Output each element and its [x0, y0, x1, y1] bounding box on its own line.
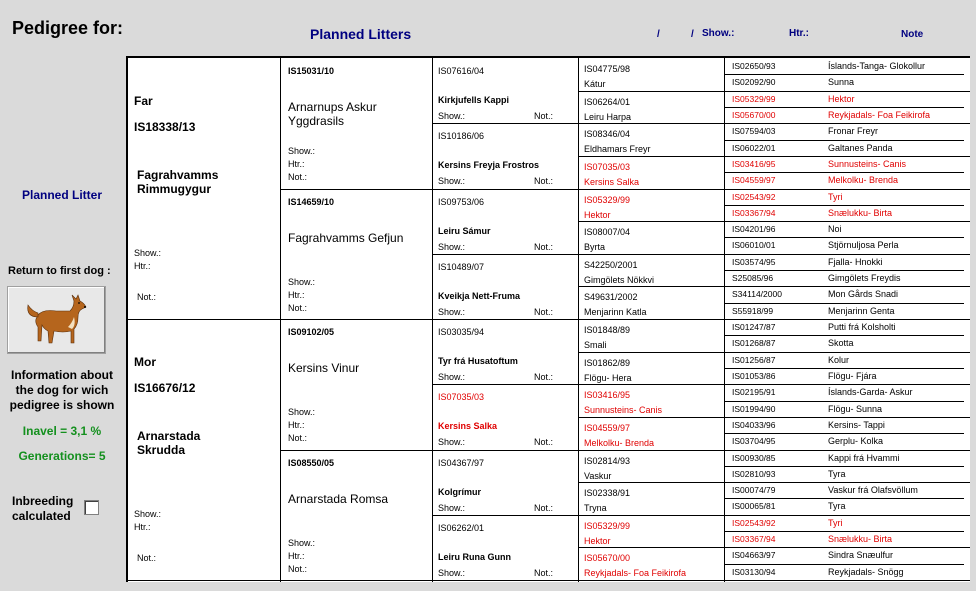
gen4-name[interactable]: Leiru Harpa — [584, 111, 632, 122]
generations-value: Generations= 5 — [18, 449, 106, 463]
gen5-separator — [724, 335, 964, 336]
gen4-reg[interactable]: IS02338/91 — [584, 488, 631, 499]
show-label: Show.: — [438, 306, 466, 317]
htr-label: Htr.: — [288, 289, 305, 300]
gen5-name[interactable]: Reykjadals- Foa Feikirofa — [828, 109, 931, 120]
gen5-separator — [724, 107, 964, 108]
gen5-reg[interactable]: IS03367/94 — [732, 207, 776, 218]
gen5-name[interactable]: Flögu- Fjára — [828, 370, 877, 381]
gen5-reg[interactable]: IS00930/85 — [732, 452, 776, 463]
not-label: Not.: — [534, 567, 554, 578]
gen3-reg[interactable]: IS04367/97 — [438, 457, 485, 468]
gen4-name[interactable]: Melkolku- Brenda — [584, 437, 655, 448]
gen5-separator — [724, 221, 964, 222]
gen2-name[interactable]: Arnarstada Romsa — [288, 491, 389, 506]
gen5-reg[interactable]: IS00074/79 — [732, 485, 776, 496]
show-label: Show.: — [438, 437, 466, 448]
column-divider — [280, 58, 281, 582]
gen5-name[interactable]: Vaskur frá Olafsvöllum — [828, 485, 918, 496]
gen5-name[interactable]: Putti frá Kolsholti — [828, 322, 896, 332]
gen5-separator — [724, 368, 964, 369]
inbreeding-checkbox[interactable] — [84, 500, 99, 515]
gen5-reg[interactable]: IS04201/96 — [732, 224, 776, 235]
page-title: Pedigree for: — [12, 18, 124, 38]
gen4-reg[interactable]: IS04559/97 — [584, 422, 631, 433]
htr-label: Htr.: — [288, 159, 305, 169]
gen5-separator — [724, 384, 964, 385]
gen5-reg[interactable]: IS03704/95 — [732, 436, 776, 447]
gen5-name[interactable]: Noi — [828, 224, 842, 235]
gen5-name[interactable]: Sunnusteins- Canis — [828, 158, 907, 169]
gen5-separator — [724, 417, 964, 418]
dog-icon — [8, 287, 105, 353]
gen5-reg[interactable]: IS01247/87 — [732, 322, 776, 332]
gen5-reg[interactable]: IS01256/87 — [732, 354, 776, 365]
gen5-separator — [724, 531, 964, 532]
gen4-reg[interactable]: IS07035/03 — [584, 161, 631, 172]
gen5-reg[interactable]: S34114/2000 — [732, 289, 782, 300]
gen5-name[interactable]: Tyri — [828, 517, 843, 528]
htr-label: Htr.: — [134, 522, 151, 532]
gen5-name[interactable]: Snælukku- Birta — [828, 207, 893, 218]
gen5-reg[interactable]: IS02650/93 — [732, 61, 776, 71]
gen5-name[interactable]: Fjalla- Hnokki — [828, 256, 883, 267]
not-label: Not.: — [534, 111, 554, 121]
not-label: Not.: — [288, 172, 308, 182]
gen5-name[interactable]: Sunna — [828, 77, 855, 88]
gen4-reg[interactable]: IS08346/04 — [584, 129, 631, 140]
gen1-role: Far — [134, 94, 153, 108]
gen1-name[interactable]: Fagrahvamms Rimmugygur — [137, 168, 219, 196]
gen4-name[interactable]: Reykjadals- Foa Feikirofa — [584, 568, 687, 579]
gen5-name[interactable]: Galtanes Panda — [828, 142, 893, 153]
gen5-separator — [724, 564, 964, 565]
show-label: Show.: — [438, 567, 466, 578]
gen5-separator — [724, 482, 964, 483]
show-label: Show.: — [288, 146, 316, 156]
gen3-name[interactable]: Kersins Salka — [438, 421, 498, 432]
gen4-reg[interactable]: IS01862/89 — [584, 357, 631, 368]
gen5-name[interactable]: Kolur — [828, 354, 850, 365]
info-text — [6, 368, 118, 464]
gen4-name[interactable]: Gimgölets Nökkvi — [584, 274, 655, 285]
gen4-reg[interactable]: IS08007/04 — [584, 227, 631, 238]
gen5-reg[interactable]: IS02543/92 — [732, 517, 776, 528]
gen4-name[interactable]: Byrta — [584, 242, 606, 253]
gen5-separator — [724, 286, 964, 287]
return-to-first-dog-button[interactable] — [7, 286, 106, 354]
gen5-reg[interactable]: IS05329/99 — [732, 93, 776, 104]
gen4-name[interactable]: Kátur — [584, 79, 606, 89]
gen5-separator — [724, 515, 964, 516]
gen3-reg[interactable]: IS07035/03 — [438, 392, 485, 403]
gen5-separator — [724, 466, 964, 467]
gen5-reg[interactable]: IS02543/92 — [732, 191, 776, 202]
gen1-reg[interactable]: IS16676/12 — [134, 381, 196, 395]
inbreeding-label: Inbreeding calculated — [12, 494, 74, 523]
panel-bottom-border — [128, 580, 970, 581]
gen5-separator — [724, 91, 964, 92]
gen5-name[interactable]: Melkolku- Brenda — [828, 175, 899, 186]
gen4-reg[interactable]: IS01848/89 — [584, 325, 631, 335]
gen4-name[interactable]: Sunnusteins- Canis — [584, 405, 663, 416]
gen5-name[interactable]: Sindra Snæulfur — [828, 550, 894, 561]
inavel-value: Inavel = 3,1 % — [22, 424, 102, 438]
gen5-separator — [724, 450, 964, 451]
gen4-name[interactable]: Vaskur — [584, 470, 612, 481]
gen5-reg[interactable]: IS04559/97 — [732, 175, 776, 186]
gen5-name[interactable]: Stjörnuljosa Perla — [828, 240, 899, 251]
gen4-name[interactable]: Menjarinn Katla — [584, 307, 647, 318]
htr-label: Htr.: — [288, 420, 305, 430]
gen5-name[interactable]: Gerplu- Kolka — [828, 436, 884, 447]
gen5-name[interactable]: Tyri — [828, 191, 843, 202]
header-show-link[interactable]: Show.: — [702, 28, 735, 39]
not-label: Not.: — [137, 292, 157, 302]
gen5-reg[interactable]: IS04663/97 — [732, 550, 776, 561]
gen5-separator — [724, 140, 964, 141]
gen4-reg[interactable]: IS05670/00 — [584, 553, 631, 564]
gen5-separator — [724, 319, 964, 320]
not-label: Not.: — [534, 241, 554, 252]
gen4-reg[interactable]: IS06264/01 — [584, 96, 631, 107]
gen5-reg[interactable]: IS03574/95 — [732, 256, 776, 267]
gen5-separator — [724, 352, 964, 353]
gen1-reg[interactable]: IS18338/13 — [134, 120, 196, 134]
gen5-reg[interactable]: IS02195/91 — [732, 387, 776, 398]
gen5-separator — [724, 237, 964, 238]
gen3-name[interactable]: Tyr frá Husatoftum — [438, 356, 518, 366]
info-description: Information about the dog for wich pedigree is shown — [9, 368, 115, 412]
gen5-separator — [724, 205, 964, 206]
gen3-name[interactable]: Kirkjufells Kappi — [438, 95, 510, 105]
gen5-reg[interactable]: IS06010/01 — [732, 240, 776, 251]
not-label: Not.: — [534, 372, 554, 382]
gen4-name[interactable]: Tryna — [584, 503, 607, 514]
not-label: Not.: — [534, 502, 554, 513]
gen3-name[interactable]: Kersins Freyja Frostros — [438, 160, 540, 171]
gen4-name[interactable]: Kersins Salka — [584, 176, 640, 187]
gen5-separator — [724, 74, 964, 75]
gen5-separator — [724, 547, 964, 548]
pedigree-panel — [126, 56, 970, 582]
not-label: Not.: — [288, 563, 308, 574]
column-divider — [578, 58, 579, 582]
not-label: Not.: — [288, 302, 308, 313]
not-label: Not.: — [137, 553, 157, 563]
gen4-reg[interactable]: S49631/2002 — [584, 292, 638, 303]
htr-label: Htr.: — [288, 550, 305, 561]
show-label: Show.: — [438, 111, 466, 121]
gen5-reg[interactable]: IS07594/03 — [732, 126, 776, 137]
planned-litter-link[interactable]: Planned Litter — [22, 188, 103, 202]
gen2-reg[interactable]: IS09102/05 — [288, 327, 335, 337]
column-divider — [432, 58, 433, 582]
gen5-name[interactable]: Tyra — [828, 501, 846, 512]
show-label: Show.: — [134, 509, 162, 519]
gen5-name[interactable]: Fronar Freyr — [828, 126, 879, 137]
gen5-name[interactable]: Íslands-Garda- Askur — [828, 387, 913, 398]
gen5-separator — [724, 189, 964, 190]
gen5-separator — [724, 270, 964, 271]
gen5-separator — [724, 123, 964, 124]
show-label: Show.: — [438, 372, 466, 382]
gen2-reg[interactable]: IS15031/10 — [288, 66, 335, 76]
gen5-reg[interactable]: IS02810/93 — [732, 468, 776, 479]
gen5-reg[interactable]: IS04033/96 — [732, 419, 776, 430]
not-label: Not.: — [534, 437, 554, 448]
gen5-name[interactable]: Kersins- Tappi — [828, 419, 885, 430]
gen4-reg[interactable]: IS05329/99 — [584, 194, 631, 205]
gen3-name[interactable]: Leiru Sámur — [438, 225, 491, 236]
htr-label: Htr.: — [134, 261, 151, 271]
gen5-reg[interactable]: IS03367/94 — [732, 534, 776, 545]
not-label: Not.: — [288, 433, 308, 443]
column-divider — [724, 58, 725, 582]
return-label: Return to first dog : — [8, 265, 111, 277]
gen3-reg[interactable]: IS10489/07 — [438, 261, 485, 272]
show-label: Show.: — [438, 241, 466, 252]
gen5-reg[interactable]: IS01053/86 — [732, 370, 776, 381]
header-slash-1: / — [657, 29, 660, 40]
gen5-reg[interactable]: IS05670/00 — [732, 109, 776, 120]
gen5-name[interactable]: Kappi frá Hvammi — [828, 452, 900, 463]
gen4-reg[interactable]: IS05329/99 — [584, 520, 631, 531]
gen5-name[interactable]: Mon Gårds Snadi — [828, 289, 899, 300]
gen5-reg[interactable]: IS01994/90 — [732, 403, 776, 414]
show-label: Show.: — [134, 248, 162, 258]
gen2-reg[interactable]: IS14659/10 — [288, 196, 335, 207]
gen3-name[interactable]: Leiru Runa Gunn — [438, 551, 511, 562]
gen3-reg[interactable]: IS10186/06 — [438, 131, 485, 142]
gen4-name[interactable]: Hektor — [584, 209, 611, 220]
gen5-name[interactable]: Flögu- Sunna — [828, 403, 883, 414]
gen5-reg[interactable]: IS03130/94 — [732, 566, 776, 577]
gen4-name[interactable]: Smali — [584, 340, 607, 350]
gen3-reg[interactable]: IS03035/94 — [438, 327, 485, 337]
gen5-separator — [724, 303, 964, 304]
gen4-name[interactable]: Hektor — [584, 535, 611, 546]
gen5-name[interactable]: Tyra — [828, 468, 846, 479]
gen5-reg[interactable]: S25085/96 — [732, 273, 774, 284]
header-slash-2: / — [691, 29, 694, 40]
gen3-name[interactable]: Kolgrímur — [438, 486, 482, 497]
gen5-reg[interactable]: IS01268/87 — [732, 338, 776, 349]
gen4-name[interactable]: Flögu- Hera — [584, 372, 632, 383]
gen4-reg[interactable]: IS04775/98 — [584, 64, 631, 74]
gen5-separator — [724, 433, 964, 434]
not-label: Not.: — [534, 176, 554, 187]
gen5-reg[interactable]: S55918/99 — [732, 305, 774, 316]
gen5-separator — [724, 401, 964, 402]
gen5-separator — [724, 498, 964, 499]
gen5-reg[interactable]: IS06022/01 — [732, 142, 776, 153]
gen2-reg[interactable]: IS08550/05 — [288, 457, 335, 468]
show-label: Show.: — [438, 176, 466, 187]
gen5-name[interactable]: Gimgölets Freydis — [828, 273, 901, 284]
show-label: Show.: — [438, 502, 466, 513]
gen5-name[interactable]: Snælukku- Birta — [828, 534, 893, 545]
gen1-name[interactable]: Arnarstada Skrudda — [137, 429, 201, 457]
gen5-name[interactable]: Skotta — [828, 338, 854, 349]
gen2-name[interactable]: Arnarnups Askur Yggdrasils — [288, 100, 377, 128]
show-label: Show.: — [288, 537, 316, 548]
show-label: Show.: — [288, 407, 316, 417]
gen4-reg[interactable]: S42250/2001 — [584, 259, 638, 270]
planned-litters-link[interactable]: Planned Litters — [310, 26, 412, 42]
gen4-reg[interactable]: IS03416/95 — [584, 390, 631, 401]
gen5-separator — [724, 156, 964, 157]
gen5-reg[interactable]: IS03416/95 — [732, 158, 776, 169]
show-label: Show.: — [288, 276, 316, 287]
gen4-reg[interactable]: IS02814/93 — [584, 455, 631, 466]
header-note-link[interactable]: Note — [901, 29, 924, 40]
gen4-name[interactable]: Eldhamars Freyr — [584, 144, 651, 155]
gen3-reg[interactable]: IS09753/06 — [438, 196, 485, 207]
gen1-role: Mor — [134, 355, 156, 369]
gen5-name[interactable]: Reykjadals- Snögg — [828, 566, 904, 577]
gen3-name[interactable]: Kveikja Nett-Fruma — [438, 290, 521, 301]
gen5-name[interactable]: Menjarinn Genta — [828, 305, 895, 316]
gen2-name[interactable]: Fagrahvamms Gefjun — [288, 230, 404, 245]
gen5-name[interactable]: Íslands-Tanga- Glokollur — [828, 61, 926, 71]
gen5-separator — [724, 172, 964, 173]
gen5-reg[interactable]: IS00065/81 — [732, 501, 776, 512]
gen3-reg[interactable]: IS07616/04 — [438, 66, 485, 76]
gen5-reg[interactable]: IS02092/90 — [732, 77, 776, 88]
gen5-separator — [724, 254, 964, 255]
header-htr-link[interactable]: Htr.: — [789, 28, 809, 39]
gen3-reg[interactable]: IS06262/01 — [438, 522, 485, 533]
not-label: Not.: — [534, 306, 554, 317]
gen2-name[interactable]: Kersins Vinur — [288, 361, 360, 375]
gen5-name[interactable]: Hektor — [828, 93, 855, 104]
